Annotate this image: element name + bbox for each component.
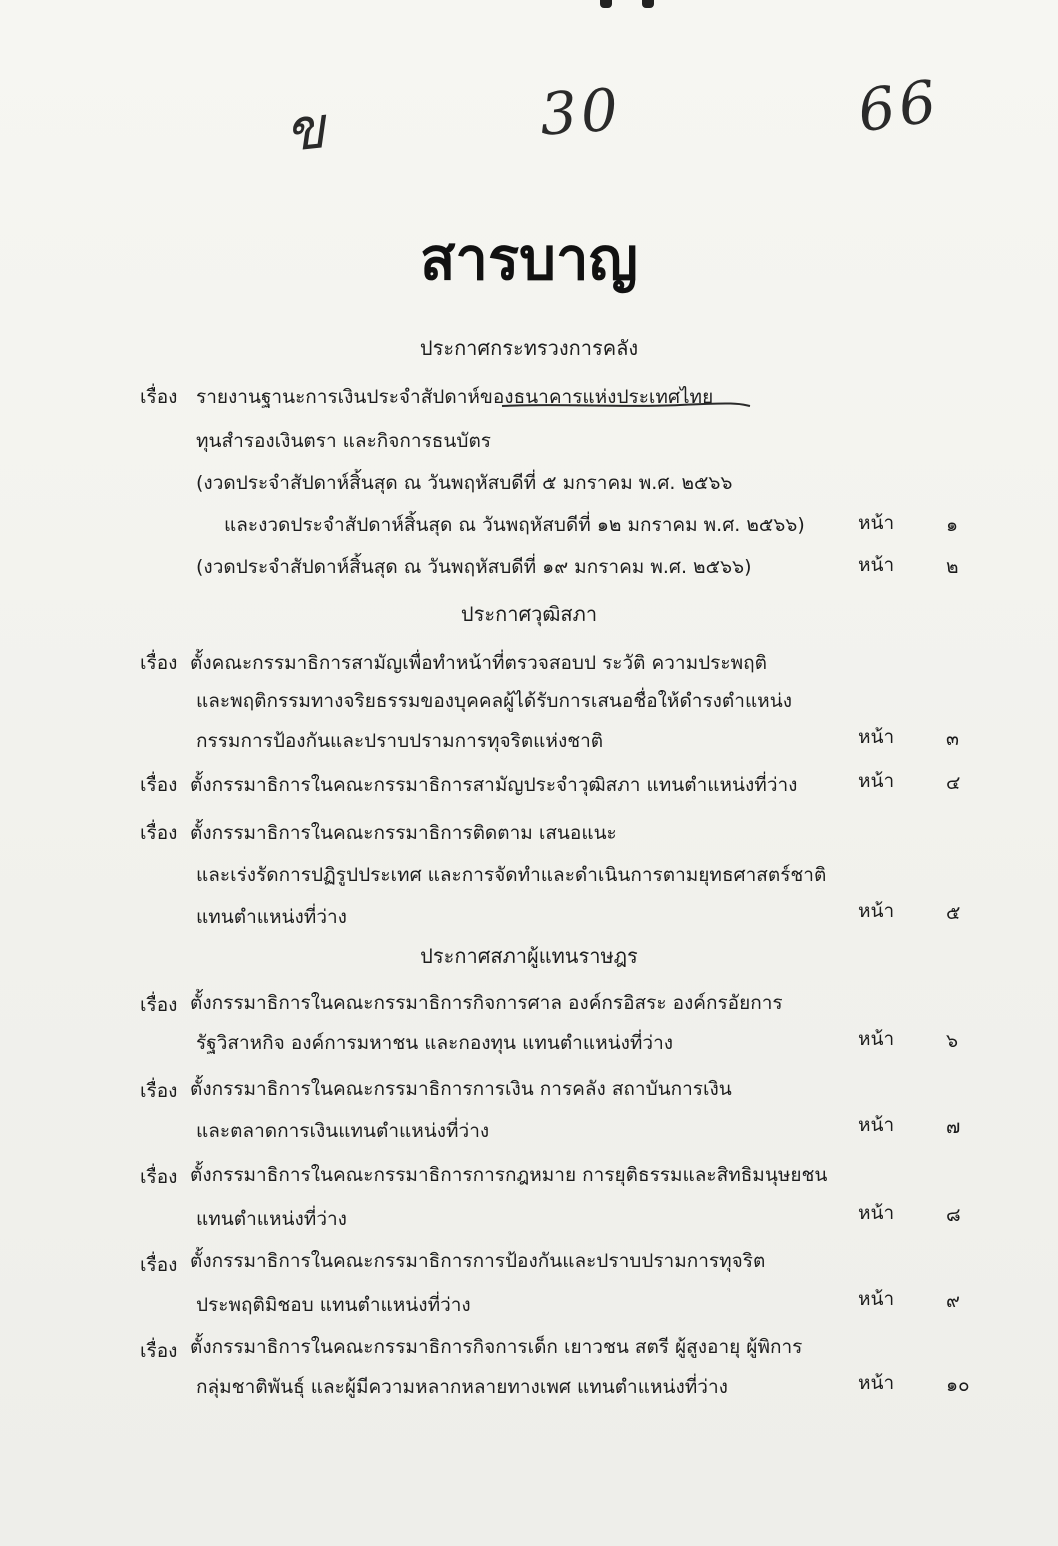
- entry-line: ตั้งกรรมาธิการในคณะกรรมาธิการติดตาม เสนอแนะ: [190, 822, 617, 844]
- page-number: ๔: [946, 772, 961, 794]
- handwritten-note-3: 66: [853, 66, 945, 146]
- entry-line: ตั้งกรรมาธิการในคณะกรรมาธิการกิจการเด็ก เยาวชน สตรี ผู้สูงอายุ ผู้พิการ: [190, 1336, 803, 1358]
- page-label: หน้า: [858, 1202, 895, 1224]
- page-label: หน้า: [858, 1372, 895, 1394]
- entry-line: ตั้งกรรมาธิการในคณะกรรมาธิการการป้องกันและปราบปรามการทุจริต: [190, 1250, 766, 1272]
- page-label: หน้า: [858, 1114, 895, 1136]
- entry-keyword: เรื่อง: [140, 994, 178, 1016]
- page-label: หน้า: [858, 770, 895, 792]
- entry-line: ตั้งกรรมาธิการในคณะกรรมาธิการการกฎหมาย การยุติธรรมและสิทธิมนุษยชน: [190, 1164, 828, 1186]
- page-label: หน้า: [858, 1288, 895, 1310]
- page-number: ๑: [946, 514, 959, 536]
- page-label: หน้า: [858, 1028, 895, 1050]
- entry-line: ทุนสำรองเงินตรา และกิจการธนบัตร: [196, 430, 491, 452]
- entry-line: (งวดประจำสัปดาห์สิ้นสุด ณ วันพฤหัสบดีที่ ๕ มกราคม พ.ศ. ๒๕๖๖: [196, 472, 733, 494]
- section-heading-senate: ประกาศวุฒิสภา: [460, 602, 598, 626]
- entry-keyword: เรื่อง: [140, 1340, 178, 1362]
- entry-keyword: เรื่อง: [140, 1080, 178, 1102]
- entry-line: ตั้งกรรมาธิการในคณะกรรมาธิการกิจการศาล องค์กรอิสระ องค์กรอัยการ: [190, 992, 783, 1014]
- entry-keyword: เรื่อง: [140, 386, 178, 408]
- handwritten-note-2: 30: [537, 75, 625, 149]
- entry-keyword: เรื่อง: [140, 822, 178, 844]
- page-number: ๖: [946, 1030, 959, 1052]
- entry-line: และตลาดการเงินแทนตำแหน่งที่ว่าง: [196, 1120, 490, 1142]
- entry-keyword: เรื่อง: [140, 1166, 178, 1188]
- entry-line: รายงานฐานะการเงินประจำสัปดาห์ของธนาคารแห่งประเทศไทย: [196, 386, 714, 408]
- entry-line: กรรมการป้องกันและปราบปรามการทุจริตแห่งชาติ: [196, 730, 604, 752]
- page-number: ๑๐: [946, 1374, 970, 1396]
- entry-line: แทนตำแหน่งที่ว่าง: [196, 1208, 347, 1230]
- entry-line: และเร่งรัดการปฏิรูปประเทศ และการจัดทำและดำเนินการตามยุทธศาสตร์ชาติ: [196, 864, 827, 886]
- section-heading-finance: ประกาศกระทรวงการคลัง: [419, 336, 639, 360]
- page-number: ๕: [946, 902, 961, 924]
- entry-line: รัฐวิสาหกิจ องค์การมหาชน และกองทุน แทนตำแหน่งที่ว่าง: [196, 1032, 674, 1054]
- page-number: ๓: [946, 728, 959, 750]
- page-number: ๘: [946, 1204, 961, 1226]
- entry-line: ตั้งคณะกรรมาธิการสามัญเพื่อทำหน้าที่ตรวจสอบป ระวัติ ความประพฤติ: [190, 652, 767, 674]
- section-heading-house: ประกาศสภาผู้แทนราษฎร: [420, 944, 638, 968]
- entry-line: กลุ่มชาติพันธุ์ และผู้มีความหลากหลายทางเพศ แทนตำแหน่งที่ว่าง: [196, 1376, 728, 1398]
- page-label: หน้า: [858, 900, 895, 922]
- page-number: ๗: [946, 1116, 961, 1138]
- page-title: สารบาญ: [420, 225, 638, 293]
- entry-keyword: เรื่อง: [140, 1254, 178, 1276]
- entry-line: ประพฤติมิชอบ แทนตำแหน่งที่ว่าง: [196, 1294, 471, 1316]
- entry-line: ตั้งกรรมาธิการในคณะกรรมาธิการสามัญประจำวุฒิสภา แทนตำแหน่งที่ว่าง: [190, 774, 798, 796]
- page-label: หน้า: [858, 554, 895, 576]
- page-label: หน้า: [858, 726, 895, 748]
- entry-line: และงวดประจำสัปดาห์สิ้นสุด ณ วันพฤหัสบดีที่ ๑๒ มกราคม พ.ศ. ๒๕๖๖): [224, 514, 805, 536]
- entry-line: แทนตำแหน่งที่ว่าง: [196, 906, 347, 928]
- entry-line: และพฤติกรรมทางจริยธรรมของบุคคลผู้ได้รับการเสนอชื่อให้ดำรงตำแหน่ง: [196, 690, 792, 712]
- entry-keyword: เรื่อง: [140, 652, 178, 674]
- top-edge-marks: [600, 0, 660, 10]
- handwritten-underline: [500, 400, 752, 412]
- handwritten-note-1: ข: [281, 92, 333, 166]
- page-label: หน้า: [858, 512, 895, 534]
- entry-line: ตั้งกรรมาธิการในคณะกรรมาธิการการเงิน การคลัง สถาบันการเงิน: [190, 1078, 732, 1100]
- page-number: ๒: [946, 556, 959, 578]
- entry-keyword: เรื่อง: [140, 774, 178, 796]
- page-number: ๙: [946, 1290, 960, 1312]
- entry-line: (งวดประจำสัปดาห์สิ้นสุด ณ วันพฤหัสบดีที่ ๑๙ มกราคม พ.ศ. ๒๕๖๖): [196, 556, 752, 578]
